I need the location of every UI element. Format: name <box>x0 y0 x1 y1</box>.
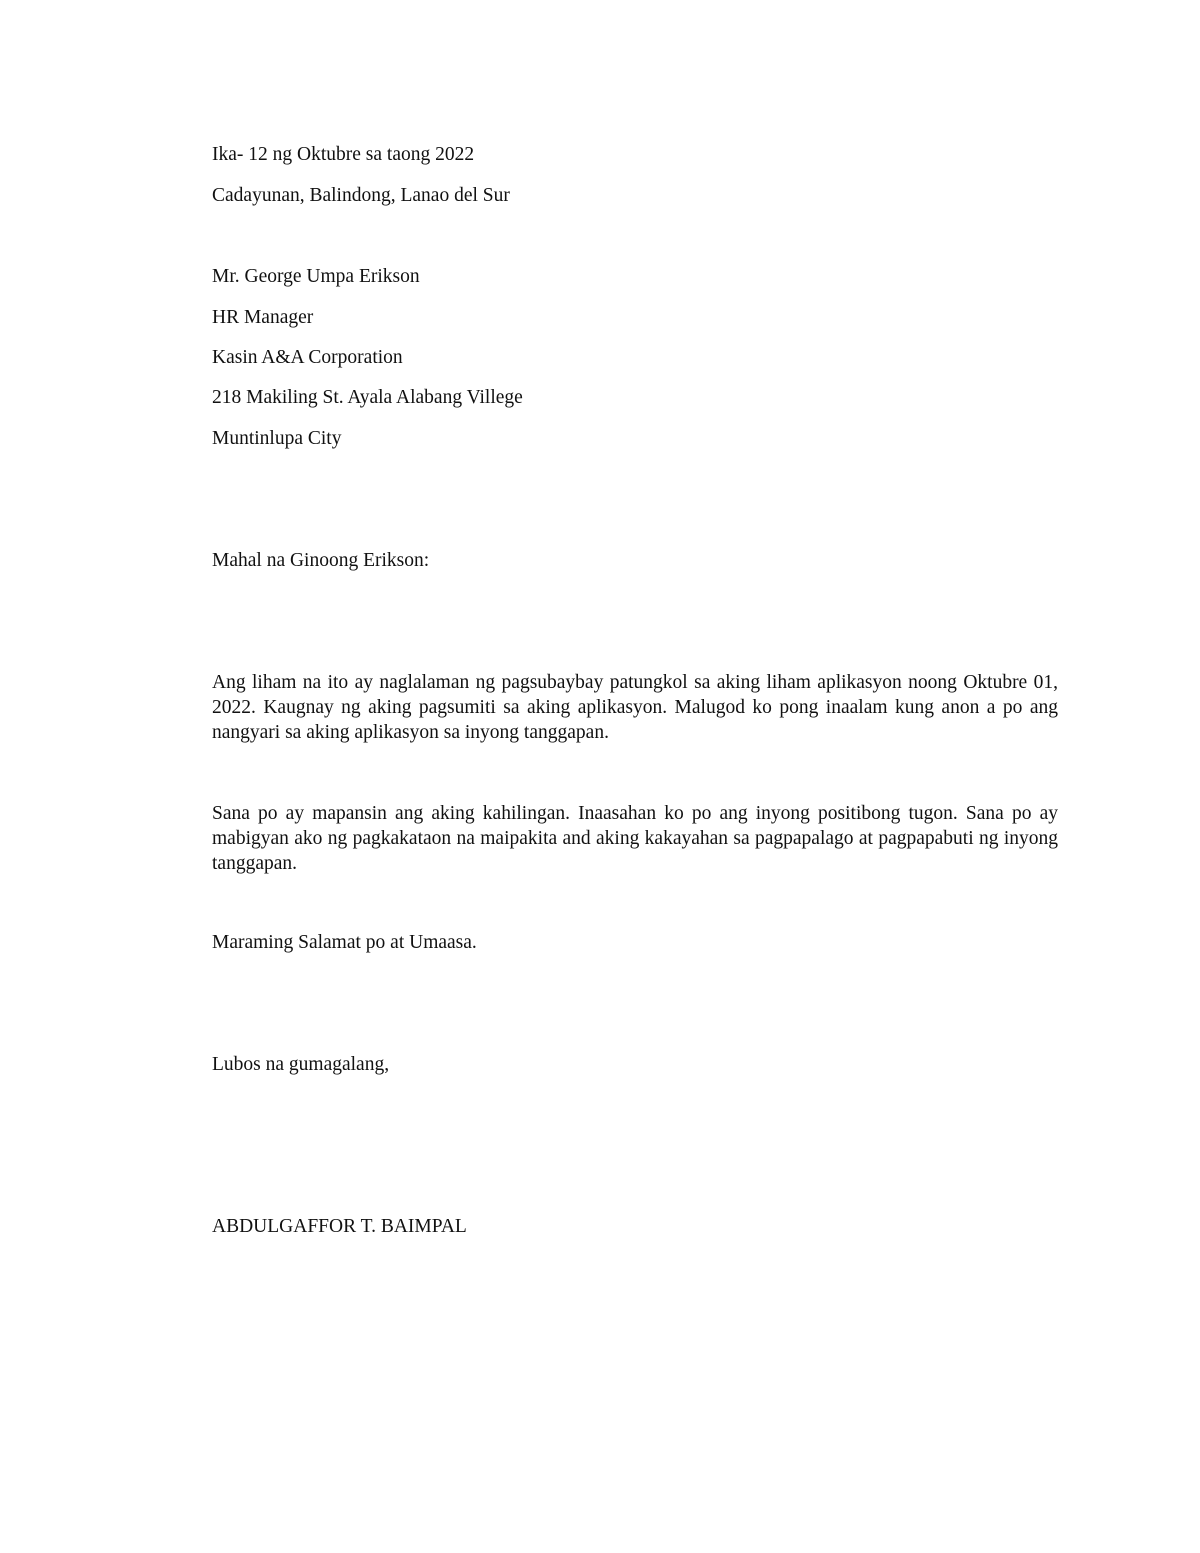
recipient-city: Muntinlupa City <box>212 428 342 449</box>
recipient-street: 218 Makiling St. Ayala Alabang Villege <box>212 387 523 408</box>
salutation: Mahal na Ginoong Erikson: <box>212 550 430 571</box>
body-paragraph-1: Ang liham na ito ay naglalaman ng pagsubaybay patungkol sa aking liham aplikasyon noong Oktubre 01, 2022. Kaugnay ng aking pagsumiti sa aking aplikasyon. Malugod ko pong inaalam kung anon a po ang nangyari sa aking aplikasyon sa inyong tanggapan. <box>212 672 1058 743</box>
recipient-company: Kasin A&A Corporation <box>212 347 403 368</box>
body-paragraph-2: Sana po ay mapansin ang aking kahilingan. Inaasahan ko po ang inyong positibong tugon. Sana po ay mabigyan ako ng pagkakataon na maipakita and aking kakayahan sa pagpapalago at pagpapabuti ng inyong tanggapan. <box>212 803 1058 874</box>
letter-date: Ika- 12 ng Oktubre sa taong 2022 <box>212 144 475 165</box>
recipient-title: HR Manager <box>212 307 314 328</box>
thanks-line: Maraming Salamat po at Umaasa. <box>212 932 477 953</box>
recipient-name: Mr. George Umpa Erikson <box>212 266 420 287</box>
closing: Lubos na gumagalang, <box>212 1054 390 1075</box>
signature-name: ABDULGAFFOR T. BAIMPAL <box>212 1216 467 1237</box>
sender-address: Cadayunan, Balindong, Lanao del Sur <box>212 185 510 206</box>
